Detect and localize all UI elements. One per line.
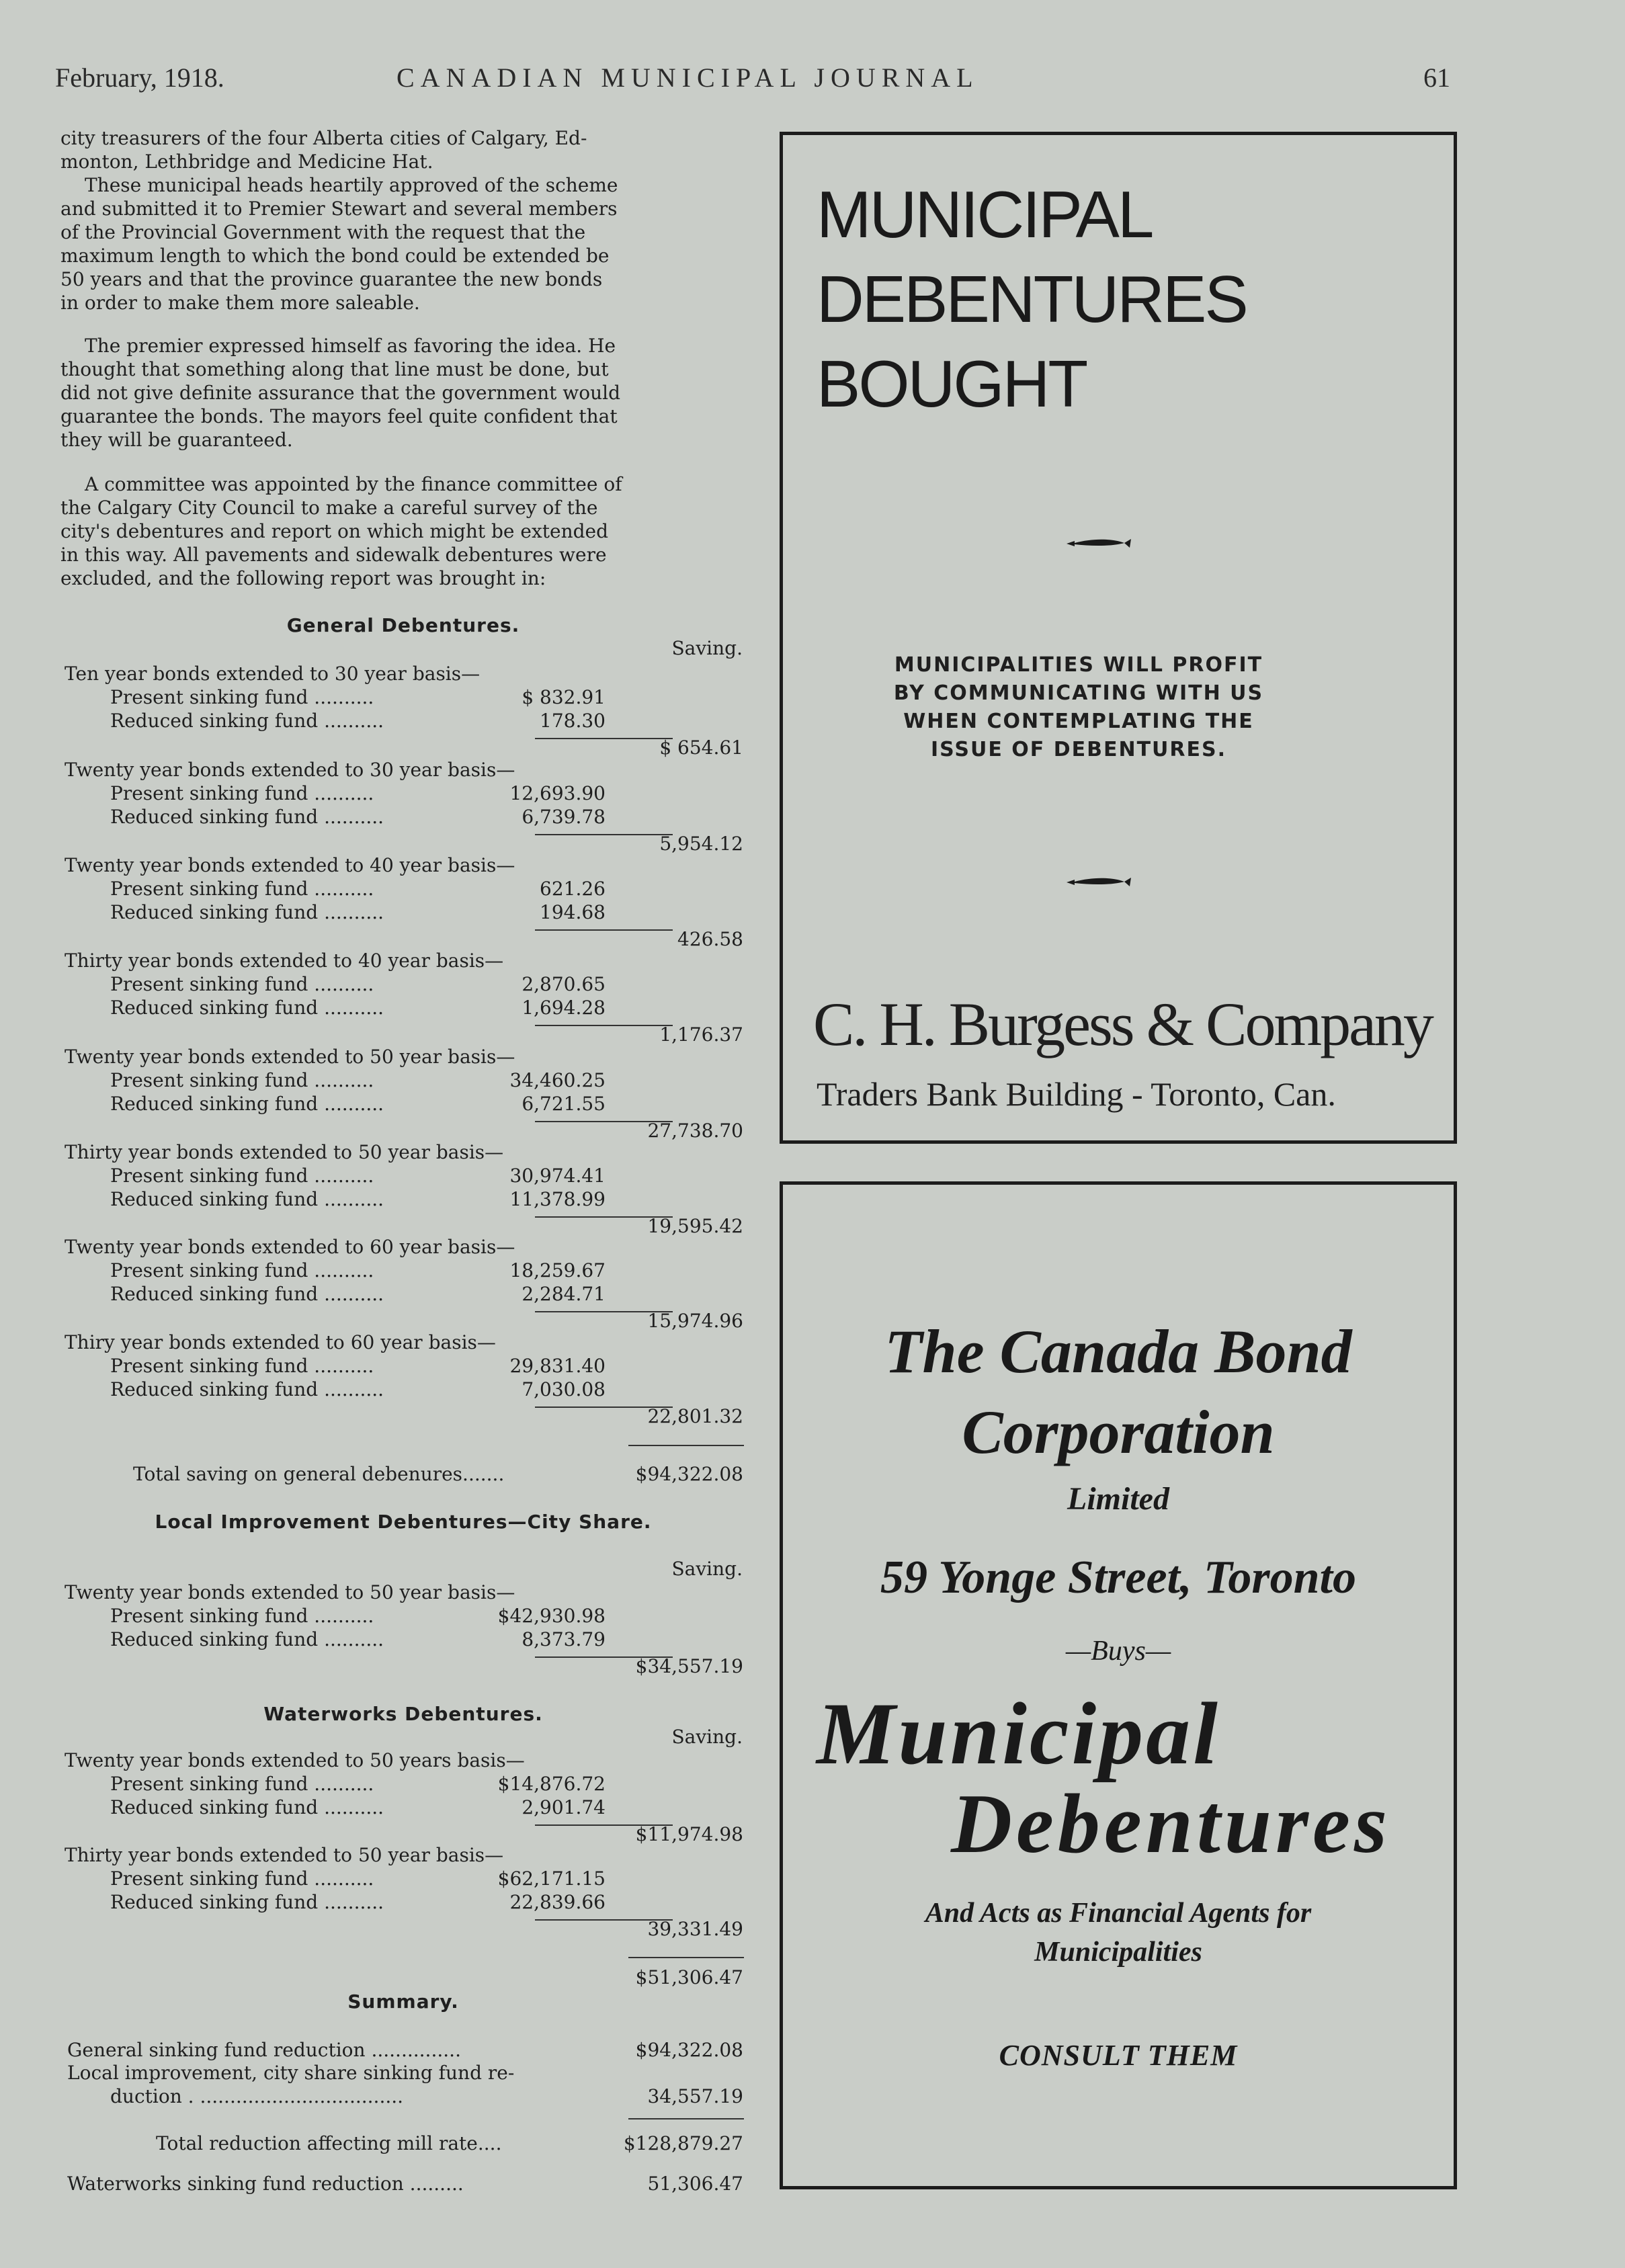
summary-water: 51,306.47: [647, 2173, 743, 2195]
debenture-group: [65, 853, 745, 950]
debenture-group: [65, 1331, 745, 1427]
reduced-label: Reduced sinking fund ..........: [110, 1283, 384, 1305]
present-label: Present sinking fund ..........: [110, 1355, 374, 1377]
general-total-label: Total saving on general debenures.......: [133, 1463, 505, 1485]
present-label: Present sinking fund ..........: [110, 1069, 374, 1091]
local-debentures-heading: Local Improvement Debentures—City Share.: [155, 1511, 652, 1533]
flourish-ornament: [1065, 536, 1132, 552]
present-amount: 621.26: [540, 878, 606, 900]
reduced-amount: 194.68: [540, 901, 606, 923]
reduced-amount: 22,839.66: [509, 1891, 606, 1913]
present-amount: $ 832.91: [522, 686, 606, 708]
reduced-amount: 6,721.55: [522, 1093, 606, 1115]
reduced-amount: 7,030.08: [522, 1378, 606, 1400]
summary-general-label: General sinking fund reduction ...............: [67, 2039, 461, 2061]
group-title: Twenty year bonds extended to 50 year basis—: [65, 1581, 515, 1603]
saving-amount: 39,331.49: [647, 1918, 743, 1940]
present-amount: $14,876.72: [497, 1773, 606, 1795]
total-rule: [628, 1445, 744, 1446]
ad2-buys: —Buys—: [1065, 1636, 1171, 1667]
saving-amount: $ 654.61: [659, 737, 743, 759]
waterworks-total: $51,306.47: [635, 1966, 743, 1988]
reduced-label: Reduced sinking fund ..........: [110, 1093, 384, 1115]
summary-local: 34,557.19: [647, 2085, 743, 2107]
paragraph-1: city treasurers of the four Alberta cities of Calgary, Ed- monton, Lethbridge and Medicine Hat. These municipal heads heartily approved of the scheme and submitted it to Premier Stewart and several members of the Provincial Government with the request that the maximum length to which the bond could be extended be 50 years and that the province guarantee the new bonds in order to make them more saleable.: [60, 127, 618, 314]
reduced-label: Reduced sinking fund ..........: [110, 1378, 384, 1400]
summary-general: $94,322.08: [635, 2039, 743, 2061]
company-name: C. H. Burgess & Company: [813, 990, 1432, 1058]
ad-title-line: MUNICIPAL: [817, 177, 1153, 251]
reduced-label: Reduced sinking fund ..........: [110, 1796, 384, 1818]
debenture-group: [65, 1140, 745, 1237]
reduced-amount: 178.30: [540, 710, 606, 732]
canada-bond-advertisement: [780, 1181, 1457, 2189]
present-amount: 29,831.40: [509, 1355, 606, 1377]
group-title: Thirty year bonds extended to 50 year basis—: [65, 1844, 504, 1866]
ad2-acts: And Acts as Financial Agents for: [925, 1898, 1312, 1929]
reduced-amount: 8,373.79: [522, 1628, 606, 1650]
present-amount: $62,171.15: [497, 1867, 606, 1890]
saving-label: Saving.: [671, 1726, 743, 1748]
reduced-amount: 11,378.99: [509, 1188, 606, 1210]
reduced-label: Reduced sinking fund ..........: [110, 1188, 384, 1210]
burgess-advertisement: [780, 132, 1457, 1144]
reduced-label: Reduced sinking fund ..........: [110, 1891, 384, 1913]
debenture-group: [65, 1581, 745, 1677]
flourish-ornament: [1065, 874, 1132, 890]
saving-amount: $11,974.98: [635, 1823, 743, 1845]
group-title: Thirty year bonds extended to 50 year basis—: [65, 1141, 504, 1163]
present-label: Present sinking fund ..........: [110, 1165, 374, 1187]
ad2-consult: CONSULT THEM: [999, 2039, 1238, 2072]
present-amount: 2,870.65: [522, 973, 606, 995]
summary-local-label: Local improvement, city share sinking fund re-: [67, 2062, 515, 2084]
group-title: Thirty year bonds extended to 40 year basis—: [65, 950, 504, 972]
ad2-name-line: Corporation: [962, 1398, 1275, 1466]
issue-date: February, 1918.: [55, 62, 224, 93]
reduced-label: Reduced sinking fund ..........: [110, 901, 384, 923]
debenture-group: [65, 758, 745, 855]
present-amount: 30,974.41: [509, 1165, 606, 1187]
waterworks-heading: Waterworks Debentures.: [263, 1703, 543, 1725]
journal-title: CANADIAN MUNICIPAL JOURNAL: [397, 62, 979, 93]
saving-amount: 1,176.37: [659, 1023, 743, 1046]
ad-title-line: DEBENTURES: [817, 262, 1247, 336]
company-address: Traders Bank Building - Toronto, Can.: [817, 1075, 1336, 1113]
group-title: Twenty year bonds extended to 30 year basis—: [65, 759, 515, 781]
debenture-group: [65, 1749, 745, 1845]
saving-amount: 22,801.32: [647, 1405, 743, 1427]
debenture-group: [65, 949, 745, 1046]
debenture-group: [65, 662, 745, 759]
present-amount: $42,930.98: [497, 1605, 606, 1627]
summary-heading: Summary.: [347, 1990, 459, 2013]
present-label: Present sinking fund ..........: [110, 1605, 374, 1627]
total-rule: [628, 1957, 744, 1958]
summary-local-label-cont: duction . ..................................: [110, 2085, 404, 2107]
reduced-label: Reduced sinking fund ..........: [110, 806, 384, 828]
present-label: Present sinking fund ..........: [110, 878, 374, 900]
saving-amount: $34,557.19: [635, 1655, 743, 1677]
group-title: Twenty year bonds extended to 50 year basis—: [65, 1046, 515, 1068]
group-title: Ten year bonds extended to 30 year basis—: [65, 663, 481, 685]
ad2-name-line: The Canada Bond: [884, 1317, 1352, 1386]
paragraph-3: A committee was appointed by the finance committee of the Calgary City Council to make a careful survey of the city's debentures and report on which might be extended in this way. All pavements and sidewalk debentures were excluded, and the following report was brought in:: [60, 473, 622, 589]
group-title: Twenty year bonds extended to 50 years basis—: [65, 1749, 525, 1771]
saving-amount: 19,595.42: [647, 1215, 743, 1237]
ad2-big-debentures: Debentures: [951, 1777, 1391, 1871]
reduced-amount: 1,694.28: [522, 997, 606, 1019]
summary-total: $128,879.27: [623, 2132, 743, 2154]
page-number: 61: [1423, 62, 1450, 93]
present-label: Present sinking fund ..........: [110, 686, 374, 708]
reduced-label: Reduced sinking fund ..........: [110, 710, 384, 732]
debenture-group: [65, 1235, 745, 1332]
present-label: Present sinking fund ..........: [110, 1259, 374, 1282]
saving-amount: 27,738.70: [647, 1120, 743, 1142]
summary-water-label: Waterworks sinking fund reduction .........: [67, 2173, 464, 2195]
reduced-label: Reduced sinking fund ..........: [110, 997, 384, 1019]
ad-title-line: BOUGHT: [817, 347, 1087, 421]
general-total: $94,322.08: [635, 1463, 743, 1485]
saving-label: Saving.: [671, 637, 743, 659]
saving-amount: 426.58: [677, 928, 743, 950]
present-amount: 34,460.25: [509, 1069, 606, 1091]
saving-label: Saving.: [671, 1558, 743, 1580]
ad-body-text: MUNICIPALITIES WILL PROFIT BY COMMUNICATING WITH US WHEN CONTEMPLATING THE ISSUE OF DEBENTURES.: [893, 653, 1264, 761]
debenture-group: [65, 1045, 745, 1142]
present-label: Present sinking fund ..........: [110, 1867, 374, 1890]
group-title: Thiry year bonds extended to 60 year basis—: [65, 1331, 496, 1353]
reduced-amount: 6,739.78: [522, 806, 606, 828]
ad2-address: 59 Yonge Street, Toronto: [880, 1552, 1356, 1603]
summary-total-label: Total reduction affecting mill rate....: [156, 2132, 502, 2154]
general-debentures-heading: General Debentures.: [286, 614, 520, 636]
debenture-group: [65, 1843, 745, 1940]
paragraph-2: The premier expressed himself as favoring the idea. He thought that something along that line must be done, but did not give definite assurance that the government would guarantee the bonds. The mayors feel quite confident that they will be guaranteed.: [60, 335, 621, 451]
present-label: Present sinking fund ..........: [110, 782, 374, 804]
group-title: Twenty year bonds extended to 60 year basis—: [65, 1236, 515, 1258]
group-title: Twenty year bonds extended to 40 year basis—: [65, 854, 515, 876]
saving-amount: 5,954.12: [659, 833, 743, 855]
reduced-amount: 2,901.74: [522, 1796, 606, 1818]
ad2-limited: Limited: [1067, 1481, 1169, 1517]
ad2-big-municipal: Municipal: [817, 1684, 1220, 1783]
ad2-acts-cont: Municipalities: [1034, 1937, 1202, 1968]
summary-rule: [628, 2118, 744, 2119]
present-amount: 18,259.67: [509, 1259, 606, 1282]
reduced-amount: 2,284.71: [522, 1283, 606, 1305]
present-label: Present sinking fund ..........: [110, 1773, 374, 1795]
present-amount: 12,693.90: [509, 782, 606, 804]
reduced-label: Reduced sinking fund ..........: [110, 1628, 384, 1650]
present-label: Present sinking fund ..........: [110, 973, 374, 995]
saving-amount: 15,974.96: [647, 1310, 743, 1332]
